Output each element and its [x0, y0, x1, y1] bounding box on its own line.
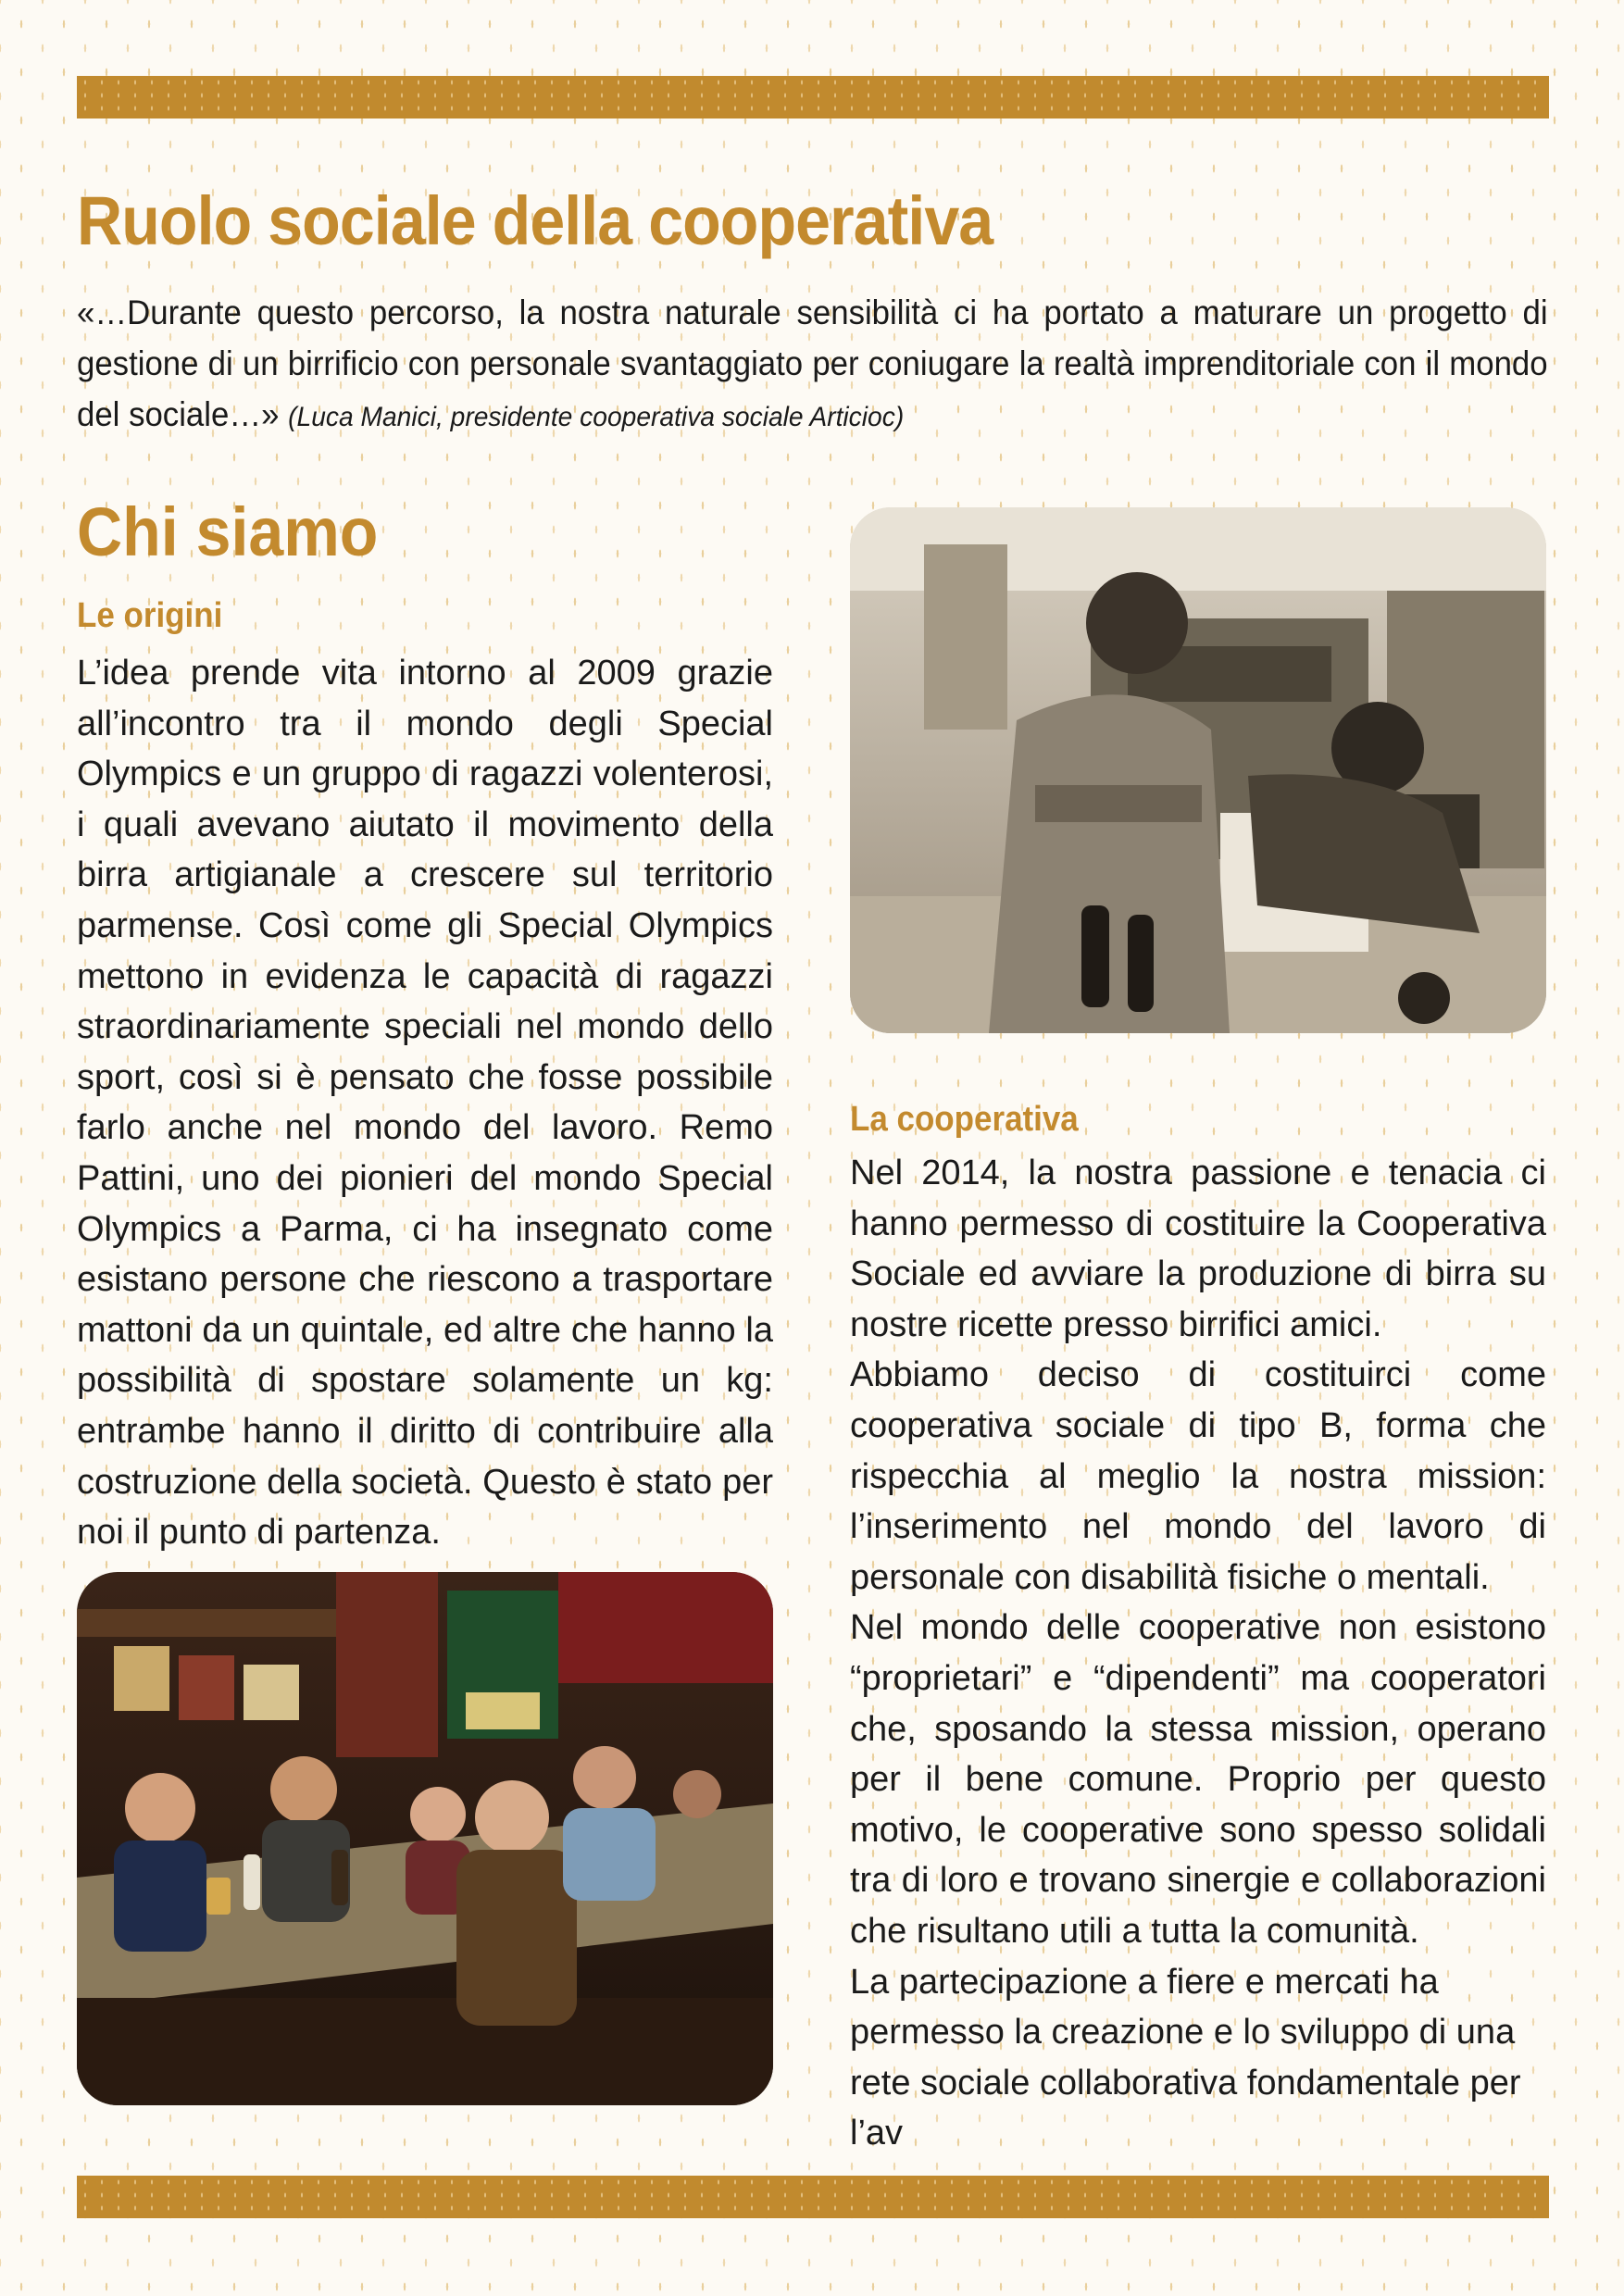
section-title: Chi siamo [77, 493, 379, 570]
top-decorative-band [77, 76, 1549, 119]
bottling-photo-image [850, 507, 1546, 1033]
quote-author: (Luca Manici, presidente cooperativa sociale Articioc) [288, 402, 905, 432]
pub-group-photo [77, 1572, 773, 2105]
cooperativa-paragraph-4: La partecipazione a fiere e mercati ha permesso la creazione e lo sviluppo di una rete sociale collaborativa fondamentale per l’av [850, 1962, 1521, 2153]
cooperativa-paragraph-3: Nel mondo delle cooperative non esistono “proprietari” e “dipendenti” ma cooperatori che, sposando la stessa mission, operano per il bene comune. Proprio per questo motivo, le cooperative sono spesso solidali tra di loro e trovano sinergie e collaborazioni che risultano utili a tutta la comunità. [850, 1608, 1546, 1951]
cooperativa-text-column [850, 1148, 1546, 2159]
origini-text-column [77, 648, 773, 1558]
bottling-photo [850, 507, 1546, 1033]
cooperativa-heading: La cooperativa [850, 1100, 1079, 1139]
origini-paragraph: L’idea prende vita intorno al 2009 grazie all’incontro tra il mondo degli Special Olympics e un gruppo di ragazzi volenterosi, i quali avevano aiutato il movimento della birra artigianale a crescere sul territorio parmense. Così come gli Special Olympics mettono in evidenza le capacità di ragazzi straordinariamente speciali nel mondo dello sport, così si è pensato che fosse possibile farlo anche nel mondo del lavoro. Remo Pattini, uno dei pionieri del mondo Special Olympics a Parma, ci ha insegnato come esistano persone che riescono a trasportare mattoni da un quintale, ed altre che hanno la possibilità di spostare solamente un kg: entrambe hanno il diritto di contribuire alla costruzione della società. Questo è stato per noi il punto di partenza. [77, 654, 773, 1553]
intro-quote [77, 287, 1548, 443]
pub-group-photo-image [77, 1572, 773, 2105]
bottom-decorative-band [77, 2176, 1549, 2218]
quote-text: «…Durante questo percorso, la nostra naturale sensibilità ci ha portato a maturare un progetto di gestione di un birrificio con personale svantaggiato per coniugare la realtà imprenditoriale con il mondo del sociale…» [77, 293, 1548, 433]
origini-heading: Le origini [77, 596, 223, 635]
cooperativa-paragraph-1: Nel 2014, la nostra passione e tenacia ci hanno permesso di costituire la Cooperativa Sociale ed avviare la produzione di birra su nostre ricette presso birrifici amici. [850, 1154, 1546, 1344]
cooperativa-paragraph-2: Abbiamo deciso di costituirci come cooperativa sociale di tipo B, forma che rispecchia al meglio la nostra mission: l’inserimento nel mondo del lavoro di personale con disabilità fisiche o mentali. [850, 1355, 1546, 1597]
page-title: Ruolo sociale della cooperativa [77, 182, 993, 259]
